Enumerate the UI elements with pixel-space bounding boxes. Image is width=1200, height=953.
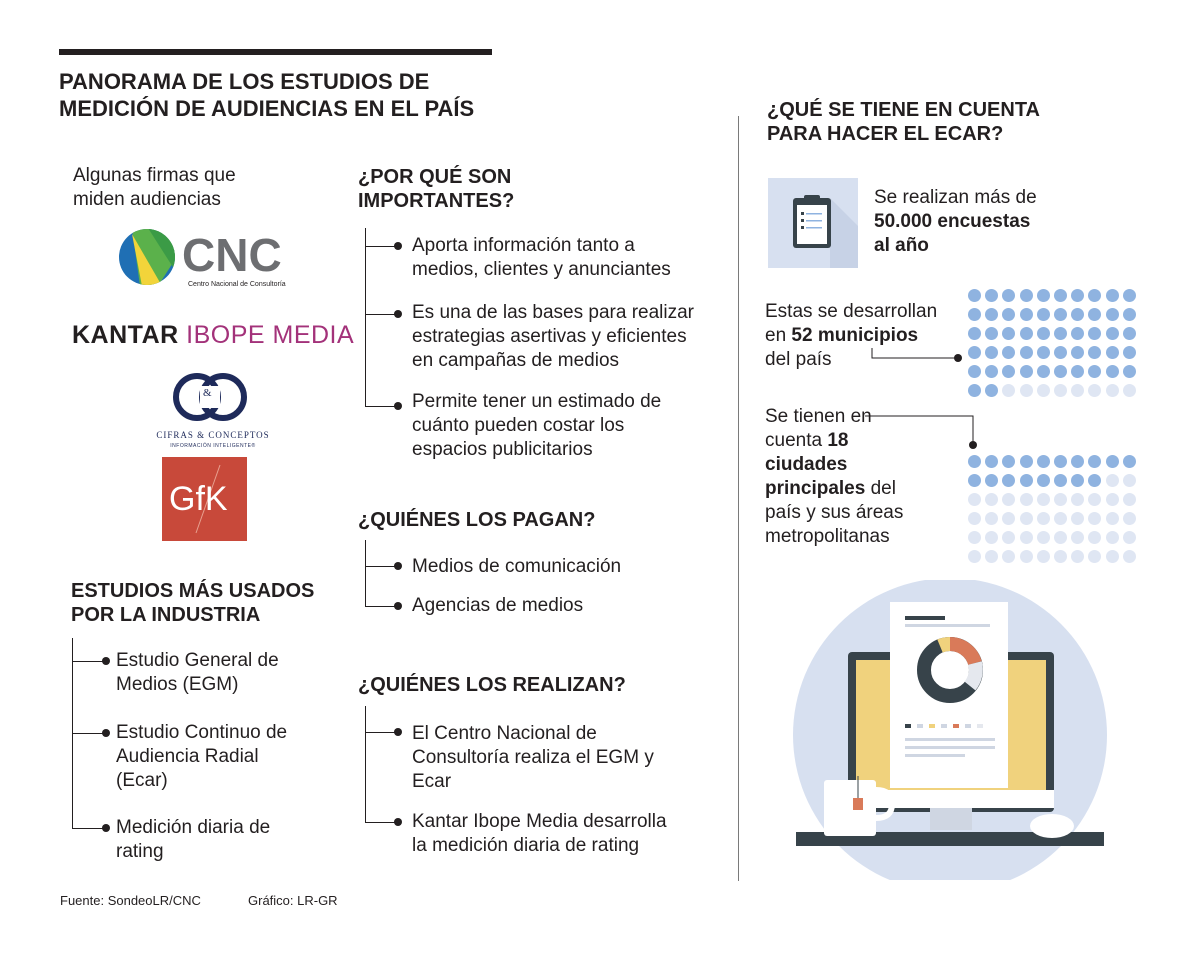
grid-dot: [1071, 474, 1084, 487]
grid-dot: [1020, 493, 1033, 506]
grid-dot: [1088, 346, 1101, 359]
cyc-logo: & CIFRAS & CONCEPTOS INFORMACIÓN INTELIGENTE®: [148, 372, 278, 452]
bullet-icon: [102, 729, 110, 737]
bullet-icon: [394, 242, 402, 250]
grid-dot: [1054, 346, 1067, 359]
grid-dot: [1020, 365, 1033, 378]
grid-dot: [1020, 346, 1033, 359]
grid-dot: [1071, 308, 1084, 321]
grid-dot: [1106, 365, 1119, 378]
gfk-logo: GfK: [162, 457, 247, 541]
grid-dot: [1106, 550, 1119, 563]
grid-dot: [985, 384, 998, 397]
grid-dot: [1123, 308, 1136, 321]
grid-dot: [1054, 531, 1067, 544]
grid-dot: [1002, 474, 1015, 487]
grid-dot: [1106, 474, 1119, 487]
grid-dot: [985, 474, 998, 487]
grid-dot: [1054, 455, 1067, 468]
grid-dot: [968, 455, 981, 468]
grid-dot: [1002, 365, 1015, 378]
grid-dot: [1002, 384, 1015, 397]
list-item: Kantar Ibope Media desarrolla la medición diaria de rating: [412, 811, 667, 856]
cnc-subtitle: Centro Nacional de Consultoría: [188, 281, 286, 288]
grid-dot: [1071, 455, 1084, 468]
grid-dot: [1071, 289, 1084, 302]
municipios-connector: [870, 340, 970, 370]
bullet-icon: [102, 824, 110, 832]
grid-dot: [1106, 289, 1119, 302]
grid-dot: [1071, 531, 1084, 544]
grid-dot: [985, 493, 998, 506]
grid-dot: [1106, 455, 1119, 468]
grid-dot: [1088, 365, 1101, 378]
grid-dot: [968, 493, 981, 506]
grid-dot: [1054, 493, 1067, 506]
grid-dot: [1037, 493, 1050, 506]
grid-dot: [1088, 531, 1101, 544]
list-item: Medios de comunicación: [412, 556, 622, 577]
grid-dot: [1106, 327, 1119, 340]
bullet-icon: [394, 602, 402, 610]
grid-dot: [985, 455, 998, 468]
surveys-text: Se realizan más de 50.000 encuestas al año: [874, 187, 1037, 256]
grid-dot: [985, 531, 998, 544]
list-item: Estudio General de Medios (EGM): [116, 650, 279, 695]
grid-dot: [1002, 493, 1015, 506]
grid-dot: [1037, 346, 1050, 359]
grid-dot: [1002, 455, 1015, 468]
municipios-dot-grid: [968, 289, 1140, 403]
grid-dot: [1088, 289, 1101, 302]
grid-dot: [1123, 474, 1136, 487]
grid-dot: [1123, 455, 1136, 468]
grid-dot: [968, 346, 981, 359]
municipios-text: Estas se desarrollan en 52 municipios del país: [765, 301, 938, 370]
graphic-credit: Gráfico: LR-GR: [248, 893, 338, 908]
grid-dot: [1088, 455, 1101, 468]
grid-dot: [968, 531, 981, 544]
grid-dot: [968, 474, 981, 487]
grid-dot: [1020, 474, 1033, 487]
grid-dot: [1106, 384, 1119, 397]
cnc-circle-icon: [118, 228, 176, 286]
bullet-icon: [102, 657, 110, 665]
grid-dot: [985, 327, 998, 340]
grid-dot: [1088, 308, 1101, 321]
why-bracket: [365, 228, 366, 406]
grid-dot: [1020, 455, 1033, 468]
grid-dot: [1088, 493, 1101, 506]
grid-dot: [1123, 327, 1136, 340]
list-item: Es una de las bases para realizar estrategias asertivas y eficientes en campañas de medios: [412, 302, 694, 371]
grid-dot: [1054, 384, 1067, 397]
grid-dot: [985, 346, 998, 359]
list-item: El Centro Nacional de Consultoría realiza el EGM y Ecar: [412, 723, 654, 792]
grid-dot: [1054, 365, 1067, 378]
grid-dot: [968, 384, 981, 397]
cnc-logo: [118, 228, 298, 294]
bullet-icon: [394, 402, 402, 410]
grid-dot: [1071, 346, 1084, 359]
grid-dot: [1123, 289, 1136, 302]
grid-dot: [1020, 550, 1033, 563]
grid-dot: [1020, 384, 1033, 397]
grid-dot: [1020, 289, 1033, 302]
computer-illustration: [790, 580, 1110, 880]
grid-dot: [1123, 550, 1136, 563]
grid-dot: [1037, 512, 1050, 525]
grid-dot: [968, 365, 981, 378]
mug-icon: [824, 780, 876, 836]
grid-dot: [1037, 308, 1050, 321]
grid-dot: [1054, 327, 1067, 340]
who-pays-heading: ¿QUIÉNES LOS PAGAN?: [358, 509, 596, 531]
source-note: Fuente: SondeoLR/CNC: [60, 893, 201, 908]
grid-dot: [1071, 493, 1084, 506]
ciudades-dot-grid: [968, 455, 1140, 550]
bullet-icon: [394, 728, 402, 736]
grid-dot: [1071, 550, 1084, 563]
grid-dot: [1037, 550, 1050, 563]
list-item: Medición diaria de rating: [116, 817, 271, 862]
grid-dot: [1037, 531, 1050, 544]
grid-dot: [1106, 493, 1119, 506]
grid-dot: [1020, 308, 1033, 321]
list-item: Agencias de medios: [412, 595, 584, 616]
grid-dot: [1002, 512, 1015, 525]
grid-dot: [1106, 308, 1119, 321]
firms-intro: Algunas firmas que miden audiencias: [73, 165, 236, 210]
grid-dot: [1002, 308, 1015, 321]
grid-dot: [1071, 384, 1084, 397]
grid-dot: [1054, 512, 1067, 525]
grid-dot: [1088, 550, 1101, 563]
ciudades-text: Se tienen en cuenta 18 ciudades principales del país y sus áreas metropolitanas: [765, 406, 904, 547]
grid-dot: [1123, 531, 1136, 544]
grid-dot: [1002, 531, 1015, 544]
grid-dot: [1020, 512, 1033, 525]
grid-dot: [1037, 474, 1050, 487]
list-item: Permite tener un estimado de cuánto pueden costar los espacios publicitarios: [412, 391, 662, 460]
grid-dot: [1054, 289, 1067, 302]
bullet-icon: [394, 818, 402, 826]
title-rule: [59, 49, 492, 55]
column-divider: [738, 116, 739, 881]
grid-dot: [1037, 289, 1050, 302]
grid-dot: [985, 308, 998, 321]
grid-dot: [985, 550, 998, 563]
grid-dot: [1037, 384, 1050, 397]
grid-dot: [1123, 365, 1136, 378]
grid-dot: [968, 512, 981, 525]
grid-dot: [985, 289, 998, 302]
grid-dot: [1054, 550, 1067, 563]
grid-dot: [1054, 308, 1067, 321]
grid-dot: [1106, 512, 1119, 525]
grid-dot: [1071, 365, 1084, 378]
grid-dot: [1037, 455, 1050, 468]
grid-dot: [1071, 327, 1084, 340]
why-heading: ¿POR QUÉ SON IMPORTANTES?: [358, 166, 515, 212]
grid-dot: [1123, 384, 1136, 397]
mouse-icon: [1030, 814, 1074, 838]
grid-dot: [985, 512, 998, 525]
page-title: PANORAMA DE LOS ESTUDIOS DE MEDICIÓN DE AUDIENCIAS EN EL PAÍS: [59, 69, 475, 121]
grid-dot: [1088, 474, 1101, 487]
kantar-logo: KANTAR IBOPE MEDIA: [72, 321, 355, 349]
grid-dot: [1071, 512, 1084, 525]
grid-dot: [1123, 493, 1136, 506]
grid-dot: [1002, 346, 1015, 359]
bullet-icon: [394, 562, 402, 570]
ciudades-connector: [865, 410, 985, 455]
grid-dot: [1002, 550, 1015, 563]
who-does-heading: ¿QUIÉNES LOS REALIZAN?: [358, 674, 626, 696]
grid-dot: [1054, 474, 1067, 487]
grid-dot: [1002, 327, 1015, 340]
grid-dot: [968, 327, 981, 340]
grid-dot: [968, 550, 981, 563]
grid-dot: [1002, 289, 1015, 302]
clipboard-icon: [768, 178, 858, 268]
ecar-heading: ¿QUÉ SE TIENE EN CUENTA PARA HACER EL ECAR?: [767, 99, 1040, 145]
grid-dot: [1037, 327, 1050, 340]
grid-dot: [1123, 512, 1136, 525]
grid-dot: [968, 308, 981, 321]
grid-dot: [1123, 346, 1136, 359]
grid-dot: [1088, 327, 1101, 340]
list-item: Estudio Continuo de Audiencia Radial (Ecar): [116, 722, 288, 791]
studies-heading: ESTUDIOS MÁS USADOS POR LA INDUSTRIA: [71, 580, 315, 626]
grid-dot: [1037, 365, 1050, 378]
grid-dot: [1088, 384, 1101, 397]
cnc-wordmark: CNC: [182, 229, 282, 281]
grid-dot: [1020, 327, 1033, 340]
grid-dot: [985, 365, 998, 378]
list-item: Aporta información tanto a medios, clientes y anunciantes: [412, 235, 671, 280]
grid-dot: [1020, 531, 1033, 544]
grid-dot: [1106, 531, 1119, 544]
grid-dot: [1106, 346, 1119, 359]
bullet-icon: [394, 310, 402, 318]
grid-dot: [1088, 512, 1101, 525]
grid-dot: [968, 289, 981, 302]
